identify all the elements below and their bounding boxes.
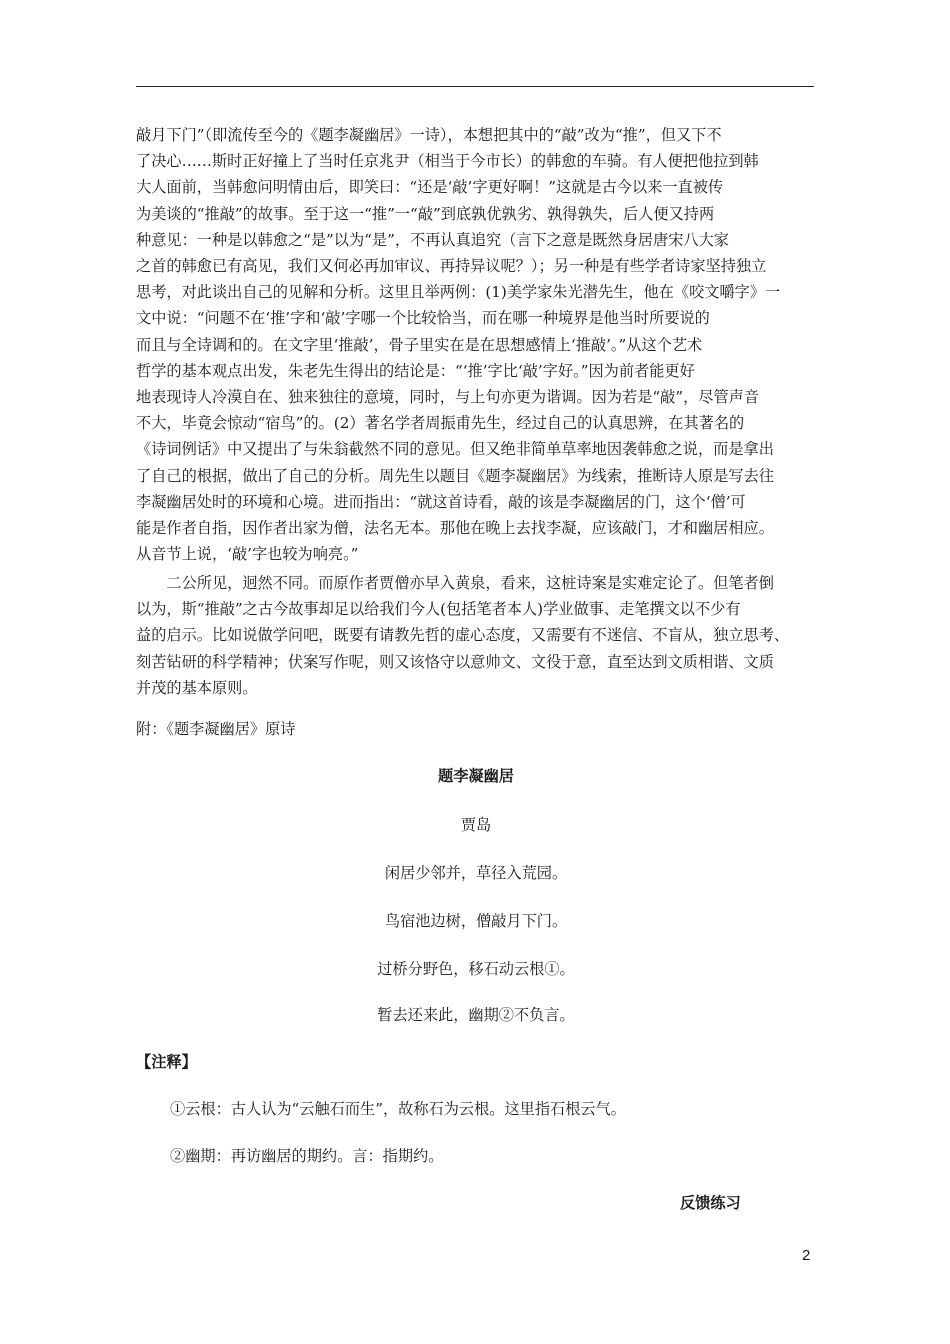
poem-line: 暂去还来此，幽期②不负言。 bbox=[377, 1006, 575, 1024]
text-line: 了决心……斯时正好撞上了当时任京兆尹（相当于今市长）的韩愈的车骑。有人便把他拉到韩 bbox=[136, 152, 759, 171]
text-line: 以为，斯“推敲”之古今故事却足以给我们今人(包括笔者本人)学业做事、走笔撰文以不少有 bbox=[136, 600, 741, 619]
text-line: 刻苦钻研的科学精神；伏案写作呢，则又该恪守以意帅文、文役于意，直至达到文质相谐、文质 bbox=[136, 652, 774, 671]
body-paragraph-2 bbox=[136, 570, 816, 701]
text-line: 二公所见，迥然不同。而原作者贾僧亦早入黄泉，看来，这桩诗案是实难定论了。但笔者倒 bbox=[136, 574, 774, 592]
text-line: 文中说：“问题不在‘推’字和‘敲’字哪一个比较恰当，而在哪一种境界是他当时所要说的 bbox=[136, 309, 710, 328]
text-line: 益的启示。比如说做学问吧，既要有请教先哲的虚心态度，又需要有不迷信、不盲从，独立思考、 bbox=[136, 626, 790, 645]
text-line: 并茂的基本原则。 bbox=[136, 678, 258, 697]
text-line: 哲学的基本观点出发，朱老先生得出的结论是：“‘推’字比‘敲’字好。”因为前者能更好 bbox=[136, 361, 695, 380]
feedback-heading: 反馈练习 bbox=[680, 1194, 741, 1212]
text-line: 《诗词例话》中又提出了与朱翁截然不同的意见。但又绝非简单草率地因袭韩愈之说，而是拿出 bbox=[136, 440, 774, 459]
text-line: 之首的韩愈已有高见，我们又何必再加审议、再持异议呢？）；另一种是有些学者诗家坚持独立 bbox=[136, 257, 767, 276]
note-item: ①云根：古人认为“云触石而生”，故称石为云根。这里指石根云气。 bbox=[170, 1100, 626, 1118]
header-rule bbox=[136, 86, 814, 87]
text-line: 为美谈的“推敲”的故事。至于这一“推”一“敲”到底孰优孰劣、孰得孰失，后人便又持两 bbox=[136, 204, 715, 223]
text-line: 思考，对此谈出自己的见解和分析。这里且举两例：(1)美学家朱光潜先生，他在《咬文嚼字》一 bbox=[136, 283, 781, 302]
poem-title: 题李凝幽居 bbox=[438, 767, 514, 785]
text-line: 李凝幽居处时的环境和心境。进而指出：“就这首诗看，敲的该是李凝幽居的门，这个‘僧’可 bbox=[136, 492, 746, 511]
text-line: 敲月下门”（即流传至今的《题李凝幽居》一诗），本想把其中的“敲”改为“推”，但又下不 bbox=[136, 126, 722, 144]
page-number: 2 bbox=[802, 1247, 811, 1264]
text-line: 大人面前，当韩愈问明情由后，即笑曰：“还是‘敲’字更好啊！”这就是古今以来一直被传 bbox=[136, 178, 724, 197]
text-line: 不大，毕竟会惊动“宿鸟”的。(2）著名学者周振甫先生，经过自己的认真思辨，在其著名的 bbox=[136, 414, 745, 433]
poem-line: 过桥分野色，移石动云根①。 bbox=[377, 960, 575, 978]
text-line: 而且与全诗调和的。在文字里‘推敲’，骨子里实在是在思想感情上‘推敲’。”从这个艺术 bbox=[136, 335, 703, 354]
body-paragraph-1 bbox=[136, 122, 816, 567]
text-line: 地表现诗人冷漠自在、独来独往的意境，同时，与上句亦更为谐调。因为若是“敲”，尽管声音 bbox=[136, 388, 760, 407]
text-line: 了自己的根据，做出了自己的分析。周先生以题目《题李凝幽居》为线索，推断诗人原是写去往 bbox=[136, 466, 774, 485]
poem-author: 贾岛 bbox=[460, 816, 492, 834]
notes-heading: 【注释】 bbox=[136, 1053, 197, 1071]
poem-line: 闲居少邻并，草径入荒园。 bbox=[384, 864, 568, 882]
text-line: 种意见：一种是以韩愈之“是”以为“是”，不再认真追究（言下之意是既然身居唐宋八大家 bbox=[136, 230, 729, 249]
appendix-label: 附：《题李凝幽居》原诗 bbox=[136, 720, 296, 738]
text-line: 能是作者自指，因作者出家为僧，法名无本。那他在晚上去找李凝，应该敲门，才和幽居相应。 bbox=[136, 519, 774, 538]
note-item: ②幽期：再访幽居的期约。言：指期约。 bbox=[170, 1147, 444, 1165]
poem-line: 鸟宿池边树，僧敲月下门。 bbox=[384, 912, 568, 930]
text-line: 从音节上说，‘敲’字也较为响亮。” bbox=[136, 545, 359, 564]
